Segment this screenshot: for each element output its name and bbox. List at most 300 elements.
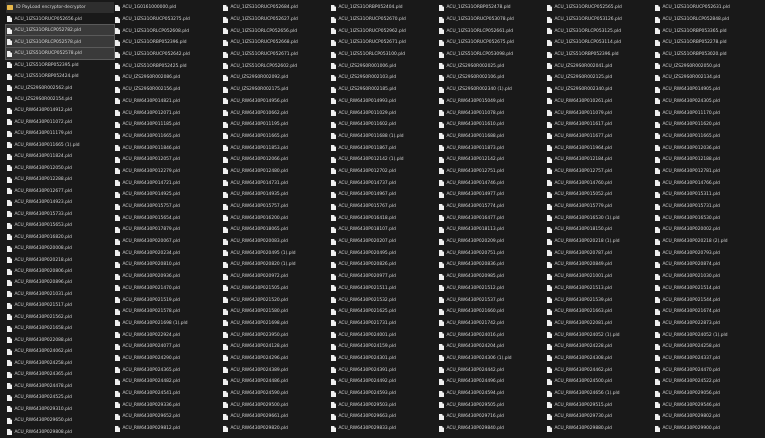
file-icon: [439, 110, 444, 116]
file-item[interactable]: [330, 166, 438, 178]
file-item[interactable]: [114, 84, 222, 96]
file-item[interactable]: [654, 142, 762, 154]
file-item[interactable]: [438, 341, 546, 353]
file-item[interactable]: [438, 166, 546, 178]
file-item[interactable]: [438, 423, 546, 435]
file-icon: [115, 110, 120, 116]
file-item[interactable]: [114, 212, 222, 224]
file-icon: [439, 344, 444, 350]
file-item[interactable]: [6, 300, 114, 311]
file-item[interactable]: [6, 13, 114, 24]
file-item[interactable]: [438, 247, 546, 259]
file-item[interactable]: [330, 224, 438, 236]
file-item[interactable]: [330, 294, 438, 306]
file-item[interactable]: [6, 220, 114, 231]
file-item[interactable]: [654, 376, 762, 388]
file-item[interactable]: [654, 49, 762, 61]
file-item[interactable]: [114, 388, 222, 400]
file-item[interactable]: [114, 166, 222, 178]
file-item[interactable]: [114, 49, 222, 61]
file-item[interactable]: [330, 353, 438, 365]
file-item[interactable]: [6, 277, 114, 288]
file-item[interactable]: [654, 107, 762, 119]
file-item[interactable]: [654, 399, 762, 411]
file-item[interactable]: [222, 131, 330, 143]
file-item[interactable]: [438, 96, 546, 108]
file-item[interactable]: [114, 341, 222, 353]
file-icon: [655, 367, 660, 373]
file-item[interactable]: [114, 364, 222, 376]
file-item[interactable]: [546, 14, 654, 26]
file-item[interactable]: [330, 283, 438, 295]
file-item[interactable]: [546, 388, 654, 400]
file-item[interactable]: [654, 283, 762, 295]
file-item[interactable]: [6, 358, 114, 369]
file-item[interactable]: [6, 266, 114, 277]
file-item[interactable]: [438, 294, 546, 306]
file-item[interactable]: [654, 212, 762, 224]
file-item[interactable]: [546, 306, 654, 318]
file-item[interactable]: [546, 201, 654, 213]
file-item[interactable]: [114, 177, 222, 189]
file-item[interactable]: [330, 236, 438, 248]
file-item[interactable]: [546, 236, 654, 248]
file-item[interactable]: [546, 411, 654, 423]
file-item[interactable]: [222, 364, 330, 376]
file-item[interactable]: [114, 399, 222, 411]
file-item[interactable]: [654, 2, 762, 14]
file-item[interactable]: [330, 131, 438, 143]
file-item[interactable]: [330, 49, 438, 61]
file-name: ACU_RW6430P029652.pld: [122, 414, 180, 420]
file-item[interactable]: [222, 166, 330, 178]
file-item[interactable]: [330, 329, 438, 341]
file-item[interactable]: [546, 2, 654, 14]
file-item[interactable]: [6, 369, 114, 380]
file-item[interactable]: [222, 14, 330, 26]
file-item[interactable]: [438, 353, 546, 365]
file-item[interactable]: [222, 37, 330, 49]
file-item[interactable]: [654, 84, 762, 96]
file-item[interactable]: [654, 388, 762, 400]
file-item[interactable]: [114, 329, 222, 341]
file-item[interactable]: [654, 189, 762, 201]
file-item[interactable]: [114, 224, 222, 236]
file-icon: [7, 28, 12, 34]
file-item[interactable]: [6, 426, 114, 437]
file-item[interactable]: [438, 306, 546, 318]
file-item[interactable]: [438, 37, 546, 49]
file-name: ACU_IZS29S0R002025.pld: [446, 63, 505, 69]
file-item[interactable]: [114, 423, 222, 435]
file-item[interactable]: [222, 72, 330, 84]
file-icon: [655, 110, 660, 116]
file-name: ACU_1IZS51ORUCP052671.pld: [230, 52, 298, 58]
file-item[interactable]: [222, 411, 330, 423]
file-item[interactable]: [6, 415, 114, 426]
file-item[interactable]: [438, 236, 546, 248]
file-item[interactable]: [330, 259, 438, 271]
file-item[interactable]: [330, 2, 438, 14]
file-item[interactable]: [546, 49, 654, 61]
file-item[interactable]: [222, 341, 330, 353]
file-item[interactable]: [6, 254, 114, 265]
folder-item[interactable]: [6, 2, 114, 13]
file-item[interactable]: [438, 131, 546, 143]
file-item[interactable]: [438, 119, 546, 131]
file-item[interactable]: [438, 189, 546, 201]
file-item[interactable]: [654, 96, 762, 108]
file-item[interactable]: [438, 60, 546, 72]
file-item[interactable]: [438, 411, 546, 423]
file-item[interactable]: [6, 312, 114, 323]
file-name: ACU_1IZS31ORUCP052670.pld: [338, 17, 406, 23]
file-item[interactable]: [438, 376, 546, 388]
file-item[interactable]: [114, 189, 222, 201]
file-item[interactable]: [654, 37, 762, 49]
file-item[interactable]: [438, 72, 546, 84]
file-name: ACU_RW6430P029840.pld: [446, 426, 504, 432]
file-item[interactable]: [330, 376, 438, 388]
file-item[interactable]: [330, 14, 438, 26]
file-item[interactable]: [654, 423, 762, 435]
file-item[interactable]: [438, 364, 546, 376]
file-name: ACU_IZS29S0R002156.pld: [122, 87, 181, 93]
file-item[interactable]: [114, 25, 222, 37]
file-item[interactable]: [546, 399, 654, 411]
file-item[interactable]: [654, 131, 762, 143]
file-item[interactable]: [546, 353, 654, 365]
file-icon: [439, 122, 444, 128]
file-name: ACU_RW6430P029503.pld: [338, 402, 396, 408]
file-item[interactable]: [114, 283, 222, 295]
file-item[interactable]: [222, 353, 330, 365]
file-item[interactable]: [438, 201, 546, 213]
file-icon: [655, 87, 660, 93]
file-item[interactable]: [546, 376, 654, 388]
file-item[interactable]: [6, 243, 114, 254]
file-item[interactable]: [114, 236, 222, 248]
file-item[interactable]: [438, 142, 546, 154]
file-item[interactable]: [330, 72, 438, 84]
file-name: ACU_RW6430P029056.pld: [662, 391, 720, 397]
file-item[interactable]: [222, 177, 330, 189]
file-item[interactable]: [546, 131, 654, 143]
file-item[interactable]: [546, 84, 654, 96]
file-item[interactable]: [546, 364, 654, 376]
file-item[interactable]: [114, 154, 222, 166]
file-item[interactable]: [546, 224, 654, 236]
file-item[interactable]: [438, 399, 546, 411]
file-item[interactable]: [654, 154, 762, 166]
file-item[interactable]: [114, 353, 222, 365]
file-item[interactable]: [6, 25, 114, 36]
file-item[interactable]: [330, 142, 438, 154]
file-item[interactable]: [6, 48, 114, 59]
file-item[interactable]: [330, 107, 438, 119]
file-item[interactable]: [222, 399, 330, 411]
file-item[interactable]: [222, 142, 330, 154]
file-item[interactable]: [546, 37, 654, 49]
file-item[interactable]: [330, 37, 438, 49]
file-item[interactable]: [654, 224, 762, 236]
file-item[interactable]: [6, 403, 114, 414]
file-item[interactable]: [222, 84, 330, 96]
file-name: ACU_RW6430P011964.pld: [554, 145, 612, 151]
file-item[interactable]: [6, 71, 114, 82]
file-item[interactable]: [438, 2, 546, 14]
file-item[interactable]: [222, 212, 330, 224]
file-icon: [115, 192, 120, 198]
file-item[interactable]: [6, 392, 114, 403]
file-item[interactable]: [222, 96, 330, 108]
file-item[interactable]: [222, 306, 330, 318]
file-item[interactable]: [6, 231, 114, 242]
file-item[interactable]: [114, 247, 222, 259]
file-item[interactable]: [114, 259, 222, 271]
file-item[interactable]: [654, 341, 762, 353]
file-item[interactable]: [546, 329, 654, 341]
file-item[interactable]: [222, 119, 330, 131]
file-item[interactable]: [654, 247, 762, 259]
file-item[interactable]: [330, 154, 438, 166]
file-item[interactable]: [6, 197, 114, 208]
file-name: ACU_RW6430P024365.pld: [122, 367, 180, 373]
file-item[interactable]: [654, 119, 762, 131]
file-item[interactable]: [222, 154, 330, 166]
file-item[interactable]: [438, 283, 546, 295]
file-item[interactable]: [330, 341, 438, 353]
file-item[interactable]: [330, 84, 438, 96]
file-item[interactable]: [654, 201, 762, 213]
file-item[interactable]: [222, 318, 330, 330]
file-item[interactable]: [546, 212, 654, 224]
file-item[interactable]: [6, 59, 114, 70]
file-item[interactable]: [654, 318, 762, 330]
file-item[interactable]: [546, 271, 654, 283]
file-item[interactable]: [546, 294, 654, 306]
file-item[interactable]: [114, 96, 222, 108]
file-item[interactable]: [654, 14, 762, 26]
file-item[interactable]: [438, 154, 546, 166]
file-name: ACU_RW6430P021532.pld: [338, 297, 396, 303]
file-item[interactable]: [330, 201, 438, 213]
file-item[interactable]: [438, 224, 546, 236]
file-item[interactable]: [330, 177, 438, 189]
file-item[interactable]: [330, 60, 438, 72]
file-item[interactable]: [6, 323, 114, 334]
file-item[interactable]: [330, 364, 438, 376]
file-item[interactable]: [222, 49, 330, 61]
file-item[interactable]: [654, 177, 762, 189]
file-item[interactable]: [6, 94, 114, 105]
file-icon: [223, 250, 228, 256]
file-item[interactable]: [438, 107, 546, 119]
file-item[interactable]: [546, 25, 654, 37]
file-name: ACU_RW6430P021539.pld: [554, 297, 612, 303]
file-item[interactable]: [546, 283, 654, 295]
file-item[interactable]: [114, 142, 222, 154]
file-item[interactable]: [438, 388, 546, 400]
file-item[interactable]: [6, 163, 114, 174]
file-item[interactable]: [438, 49, 546, 61]
file-item[interactable]: [654, 25, 762, 37]
file-item[interactable]: [438, 84, 546, 96]
file-item[interactable]: [330, 423, 438, 435]
file-item[interactable]: [222, 259, 330, 271]
file-item[interactable]: [222, 189, 330, 201]
file-item[interactable]: [330, 119, 438, 131]
file-item[interactable]: [6, 289, 114, 300]
file-item[interactable]: [6, 186, 114, 197]
file-item[interactable]: [546, 60, 654, 72]
file-icon: [7, 223, 12, 229]
file-name: ACU_IZS29S0R002154.pld: [14, 96, 73, 102]
file-item[interactable]: [546, 318, 654, 330]
file-icon: [7, 51, 12, 57]
file-item[interactable]: [546, 177, 654, 189]
file-item[interactable]: [114, 306, 222, 318]
file-item[interactable]: [330, 96, 438, 108]
file-item[interactable]: [654, 236, 762, 248]
file-item[interactable]: [438, 271, 546, 283]
file-icon: [331, 215, 336, 221]
file-item[interactable]: [6, 117, 114, 128]
file-item[interactable]: [114, 271, 222, 283]
file-item[interactable]: [654, 306, 762, 318]
file-item[interactable]: [114, 131, 222, 143]
file-item[interactable]: [438, 25, 546, 37]
file-item[interactable]: [654, 353, 762, 365]
file-item[interactable]: [114, 107, 222, 119]
file-icon: [331, 332, 336, 338]
file-item[interactable]: [114, 201, 222, 213]
file-item[interactable]: [222, 60, 330, 72]
file-item[interactable]: [222, 2, 330, 14]
file-icon: [115, 367, 120, 373]
file-item[interactable]: [438, 212, 546, 224]
file-item[interactable]: [546, 259, 654, 271]
file-item[interactable]: [6, 36, 114, 47]
file-item[interactable]: [6, 208, 114, 219]
file-item[interactable]: [222, 423, 330, 435]
file-item[interactable]: [330, 25, 438, 37]
file-item[interactable]: [222, 201, 330, 213]
file-name: ACU_RW6430P015779.pld: [554, 204, 612, 210]
folder-icon: [7, 5, 13, 10]
file-item[interactable]: [114, 318, 222, 330]
file-item[interactable]: [6, 140, 114, 151]
file-item[interactable]: [438, 177, 546, 189]
file-item[interactable]: [6, 346, 114, 357]
file-item[interactable]: [654, 294, 762, 306]
file-item[interactable]: [330, 247, 438, 259]
file-item[interactable]: [654, 411, 762, 423]
file-item[interactable]: [6, 128, 114, 139]
file-item[interactable]: [546, 154, 654, 166]
file-item[interactable]: [114, 376, 222, 388]
file-item[interactable]: [546, 189, 654, 201]
file-item[interactable]: [438, 259, 546, 271]
file-item[interactable]: [438, 14, 546, 26]
file-item[interactable]: [330, 411, 438, 423]
file-icon: [223, 40, 228, 46]
file-item[interactable]: [546, 423, 654, 435]
file-name: ACU_RW6430P020218 (1).pld: [554, 239, 620, 245]
file-name: ACU_RW6430P029730.pld: [554, 414, 612, 420]
file-item[interactable]: [114, 72, 222, 84]
file-item[interactable]: [654, 72, 762, 84]
file-item[interactable]: [546, 96, 654, 108]
file-item[interactable]: [546, 107, 654, 119]
file-item[interactable]: [546, 247, 654, 259]
file-item[interactable]: [546, 72, 654, 84]
file-item[interactable]: [222, 388, 330, 400]
file-icon: [223, 367, 228, 373]
file-item[interactable]: [114, 60, 222, 72]
file-item[interactable]: [114, 14, 222, 26]
file-item[interactable]: [114, 37, 222, 49]
file-item[interactable]: [546, 119, 654, 131]
file-item[interactable]: [330, 318, 438, 330]
file-item[interactable]: [6, 174, 114, 185]
file-item[interactable]: [222, 283, 330, 295]
file-icon: [655, 157, 660, 163]
file-item[interactable]: [222, 25, 330, 37]
file-item[interactable]: [222, 271, 330, 283]
file-item[interactable]: [222, 224, 330, 236]
file-item[interactable]: [438, 318, 546, 330]
file-item[interactable]: [330, 271, 438, 283]
file-item[interactable]: [438, 329, 546, 341]
file-item[interactable]: [330, 212, 438, 224]
file-item[interactable]: [330, 399, 438, 411]
file-item[interactable]: [222, 294, 330, 306]
file-item[interactable]: [6, 105, 114, 116]
file-item[interactable]: [114, 411, 222, 423]
file-item[interactable]: [330, 388, 438, 400]
file-item[interactable]: [654, 271, 762, 283]
file-item[interactable]: [6, 335, 114, 346]
file-item[interactable]: [546, 341, 654, 353]
file-item[interactable]: [222, 236, 330, 248]
file-name: ACU_1IZS31ORUCP052684.pld: [230, 5, 298, 11]
file-icon: [439, 40, 444, 46]
file-item[interactable]: [114, 119, 222, 131]
file-item[interactable]: [222, 376, 330, 388]
file-item[interactable]: [6, 82, 114, 93]
file-item[interactable]: [546, 166, 654, 178]
file-item[interactable]: [222, 107, 330, 119]
file-icon: [439, 355, 444, 361]
file-item[interactable]: [6, 151, 114, 162]
file-item[interactable]: [6, 380, 114, 391]
file-item[interactable]: [654, 259, 762, 271]
file-name: ACU_IZS29S0R002092.pld: [230, 75, 289, 81]
file-item[interactable]: [546, 142, 654, 154]
file-item[interactable]: [330, 189, 438, 201]
file-item[interactable]: [114, 2, 222, 14]
file-item[interactable]: [222, 247, 330, 259]
file-item[interactable]: [654, 329, 762, 341]
file-item[interactable]: [654, 364, 762, 376]
file-item[interactable]: [222, 329, 330, 341]
file-name: ACU_RW6430P021513.pld: [554, 285, 612, 291]
file-item[interactable]: [330, 306, 438, 318]
file-item[interactable]: [654, 166, 762, 178]
file-item[interactable]: [114, 294, 222, 306]
file-item[interactable]: [654, 60, 762, 72]
